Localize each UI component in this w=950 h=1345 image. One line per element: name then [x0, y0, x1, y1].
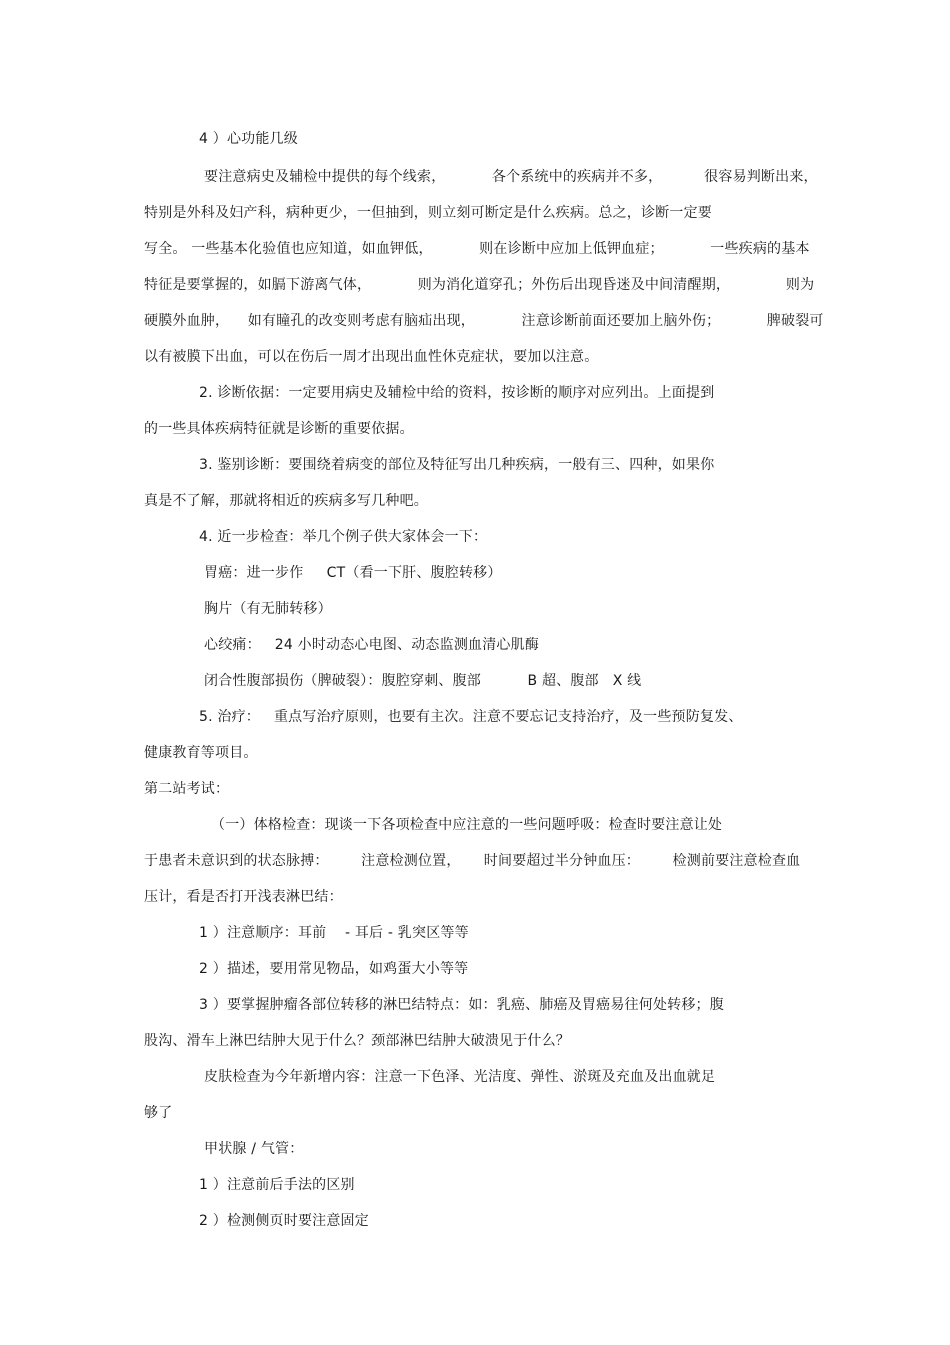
- text-line: 要注意病史及辅检中提供的每个线索， 各个系统中的疾病并不多， 很容易判断出来，: [204, 169, 818, 185]
- text-line: 心绞痛： 24 小时动态心电图、动态监测血清心肌酶: [204, 637, 540, 653]
- text-line: 4. 近一步检查：举几个例子供大家体会一下：: [199, 529, 488, 545]
- text-line: 甲状腺 / 气管：: [204, 1141, 304, 1157]
- text-line: 以有被膜下出血，可以在伤后一周才出现出血性休克症状，要加以注意。: [144, 349, 599, 365]
- text-line: 写全。 一些基本化验值也应知道，如血钾低， 则在诊断中应加上低钾血症； 一些疾病的基本: [144, 241, 810, 257]
- section-heading: 第二站考试：: [144, 781, 230, 797]
- text-line: 3 ）要掌握肿瘤各部位转移的淋巴结特点：如：乳癌、肺癌及胃癌易往何处转移；腹: [199, 997, 724, 1013]
- text-line: （一）体格检查：现谈一下各项检查中应注意的一些问题呼吸：检查时要注意让处: [211, 817, 723, 833]
- text-line: 真是不了解，那就将相近的疾病多写几种吧。: [144, 493, 428, 509]
- text-line: 3. 鉴别诊断：要围绕着病变的部位及特征写出几种疾病，一般有三、四种，如果你: [199, 457, 715, 473]
- text-line: 压计，看是否打开浅表淋巴结：: [144, 889, 343, 905]
- text-line: 2. 诊断依据：一定要用病史及辅检中给的资料，按诊断的顺序对应列出。上面提到: [199, 385, 715, 401]
- text-line: 闭合性腹部损伤（脾破裂）：腹腔穿刺、腹部 B 超、腹部 X 线: [204, 673, 642, 689]
- text-line: 2 ）描述，要用常见物品，如鸡蛋大小等等: [199, 961, 469, 977]
- text-line: 健康教育等项目。: [144, 745, 258, 761]
- text-line: 于患者未意识到的状态脉搏： 注意检测位置， 时间要超过半分钟血压： 检测前要注意检查血: [144, 853, 801, 869]
- text-line: 1 ）注意前后手法的区别: [199, 1177, 355, 1193]
- text-line: 特征是要掌握的，如膈下游离气体， 则为消化道穿孔；外伤后出现昏迷及中间清醒期， 则为: [144, 277, 815, 293]
- text-line: 胃癌：进一步作 CT（看一下肝、腹腔转移）: [204, 565, 502, 581]
- text-line: 特别是外科及妇产科，病种更少，一但抽到，则立刻可断定是什么疾病。总之，诊断一定要: [144, 205, 712, 221]
- text-line: 5. 治疗： 重点写治疗原则，也要有主次。注意不要忘记支持治疗，及一些预防复发、: [199, 709, 743, 725]
- text-line: 的一些具体疾病特征就是诊断的重要依据。: [144, 421, 414, 437]
- text-line: 硬膜外血肿， 如有瞳孔的改变则考虑有脑疝出现， 注意诊断前面还要加上脑外伤； 脾破裂可: [144, 313, 824, 329]
- text-line: 股沟、滑车上淋巴结肿大见于什么？颈部淋巴结肿大破溃见于什么？: [144, 1033, 570, 1049]
- text-line: 2 ）检测侧页时要注意固定: [199, 1213, 369, 1229]
- text-line: 够了: [144, 1105, 173, 1121]
- text-line: 1 ）注意顺序：耳前 - 耳后 - 乳突区等等: [199, 925, 469, 941]
- text-line: 4 ）心功能几级: [199, 131, 298, 147]
- text-line: 皮肤检查为今年新增内容：注意一下色泽、光洁度、弹性、淤斑及充血及出血就足: [204, 1069, 716, 1085]
- text-line: 胸片（有无肺转移）: [204, 601, 332, 617]
